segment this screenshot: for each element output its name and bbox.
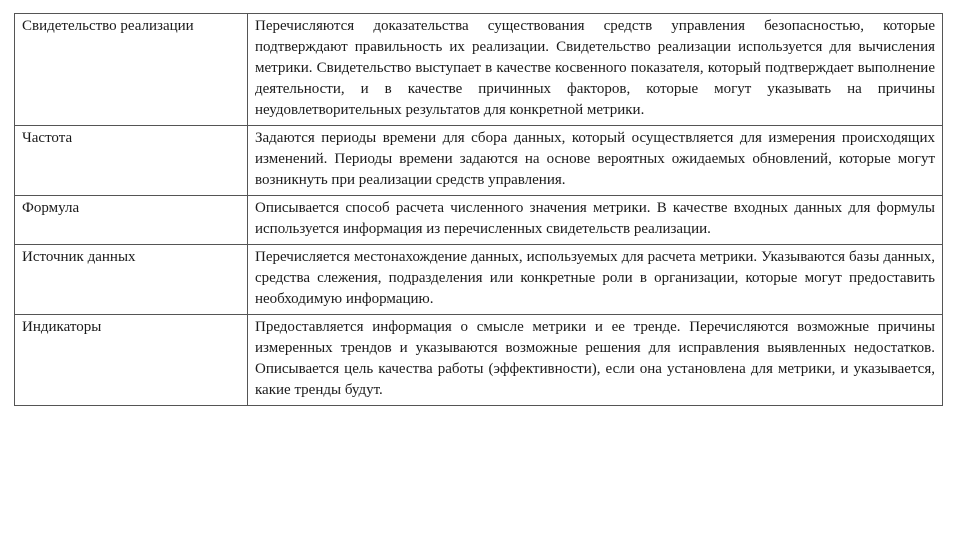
row-label: Свидетельство реализации xyxy=(15,14,248,126)
row-label: Источник данных xyxy=(15,245,248,315)
row-description: Предоставляется информация о смысле метрики и ее тренде. Перечисляются возможные причины измеренных трендов и указываются возможные решения для исправления выявленных недостатков. Описывается цель качества работы (эффективности), если она установлена для метрики, и указывается, какие тренды будут. xyxy=(248,315,943,406)
table-row xyxy=(15,14,943,126)
row-description: Задаются периоды времени для сбора данных, который осуществляется для измерения происходящих изменений. Периоды времени задаются на основе вероятных ожидаемых обновлений, которые могут возникнуть при реализации средств управления. xyxy=(248,126,943,196)
table-row xyxy=(15,245,943,315)
row-description: Перечисляются доказательства существования средств управления безопасностью, которые подтверждают правильность их реализации. Свидетельство реализации используется для вычисления метрики. Свидетельство выступает в качестве косвенного показателя, который подтверждает выполнение деятельности, и в качестве причинных факторов, которые могут указывать на причины неудовлетворительных результатов для конкретной метрики. xyxy=(248,14,943,126)
table-row xyxy=(15,126,943,196)
table-row xyxy=(15,196,943,245)
metrics-definition-table xyxy=(14,13,943,406)
row-description: Перечисляется местонахождение данных, используемых для расчета метрики. Указываются базы данных, средства слежения, подразделения или конкретные роли в организации, которые могут предоставить необходимую информацию. xyxy=(248,245,943,315)
table-row xyxy=(15,315,943,406)
row-label: Формула xyxy=(15,196,248,245)
row-label: Индикаторы xyxy=(15,315,248,406)
row-description: Описывается способ расчета численного значения метрики. В качестве входных данных для формулы используется информация из перечисленных свидетельств реализации. xyxy=(248,196,943,245)
row-label: Частота xyxy=(15,126,248,196)
